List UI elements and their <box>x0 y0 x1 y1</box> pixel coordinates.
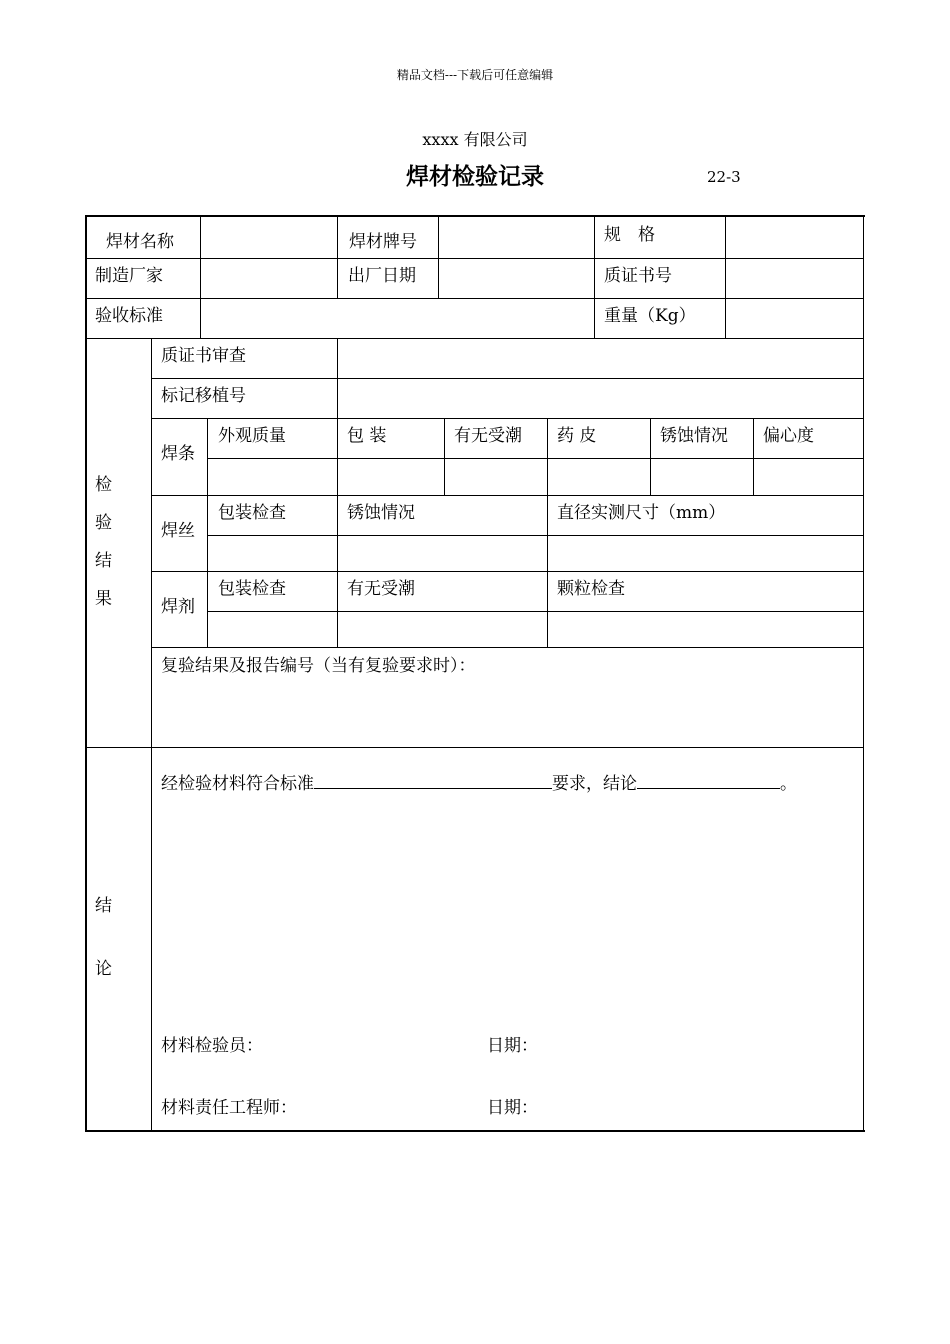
electrode-col: 外观质量 <box>218 426 286 446</box>
label-electrode: 焊条 <box>161 444 195 464</box>
flux-col: 包装检查 <box>218 579 286 599</box>
row-line <box>152 378 864 379</box>
row-line <box>207 611 864 612</box>
row-line <box>86 298 864 299</box>
statement-part-a: 经检验材料符合标准 <box>161 774 314 794</box>
row-line <box>207 535 864 536</box>
label-marker-transfer: 标记移植号 <box>161 386 246 406</box>
col-line <box>200 216 201 338</box>
electrode-col: 偏心度 <box>763 426 814 446</box>
col-line <box>725 216 726 338</box>
col-line <box>438 216 439 298</box>
company-name: xxxx 有限公司 <box>422 130 528 149</box>
col-line <box>753 418 754 495</box>
label-certificate-no: 质证书号 <box>604 266 672 286</box>
label-engineer-date: 日期： <box>487 1098 538 1118</box>
electrode-col: 药 皮 <box>557 426 597 446</box>
row-line <box>152 571 864 572</box>
col-line <box>594 216 595 338</box>
label-inspector-date: 日期： <box>487 1036 538 1056</box>
label-brand: 焊材牌号 <box>349 232 417 252</box>
col-line <box>207 418 208 648</box>
row-line <box>86 258 864 259</box>
flux-col: 有无受潮 <box>347 579 415 599</box>
label-cert-review: 质证书审查 <box>161 346 246 366</box>
border-right <box>863 215 864 1132</box>
side-char: 结 <box>95 896 112 916</box>
electrode-col: 包 装 <box>347 426 387 446</box>
statement-part-b: 要求，结论 <box>552 774 637 794</box>
label-weight: 重量（Kg） <box>604 306 696 326</box>
border-left <box>85 215 87 1132</box>
label-flux: 焊剂 <box>161 597 195 617</box>
col-line <box>337 216 338 298</box>
label-spec: 规 格 <box>604 225 655 245</box>
wire-col: 包装检查 <box>218 503 286 523</box>
label-acceptance-standard: 验收标准 <box>95 306 163 326</box>
side-char: 结 <box>95 551 112 571</box>
page-title: 焊材检验记录 <box>406 163 544 190</box>
electrode-col: 有无受潮 <box>454 426 522 446</box>
col-line <box>650 418 651 495</box>
electrode-col: 锈蚀情况 <box>660 426 728 446</box>
side-col-line <box>151 338 152 1132</box>
form-number: 22-3 <box>707 168 741 186</box>
standard-blank[interactable] <box>314 770 552 789</box>
border-bottom <box>85 1130 865 1132</box>
side-char: 检 <box>95 475 112 495</box>
row-line <box>86 338 864 339</box>
flux-col: 颗粒检查 <box>557 579 625 599</box>
conclusion-statement <box>161 769 797 794</box>
side-char: 验 <box>95 513 112 533</box>
col-line <box>337 418 338 648</box>
label-material-name: 焊材名称 <box>106 232 174 252</box>
side-char: 论 <box>95 959 112 979</box>
wire-col: 锈蚀情况 <box>347 503 415 523</box>
row-line <box>152 418 864 419</box>
col-line <box>337 338 338 418</box>
label-factory-date: 出厂日期 <box>348 266 416 286</box>
label-retest: 复验结果及报告编号（当有复验要求时）： <box>161 656 476 676</box>
label-inspector: 材料检验员： <box>161 1036 263 1056</box>
statement-part-c: 。 <box>780 774 797 794</box>
border-top <box>85 215 865 217</box>
row-line <box>152 647 864 648</box>
watermark: 精品文档---下载后可任意编辑 <box>396 68 554 82</box>
conclusion-blank[interactable] <box>637 770 780 789</box>
row-line <box>86 747 864 748</box>
row-line <box>152 495 864 496</box>
col-line <box>444 418 445 495</box>
label-manufacturer: 制造厂家 <box>95 266 163 286</box>
side-char: 果 <box>95 589 112 609</box>
label-wire: 焊丝 <box>161 521 195 541</box>
col-line <box>547 418 548 648</box>
row-line <box>207 458 864 459</box>
wire-col: 直径实测尺寸（mm） <box>557 503 726 523</box>
label-engineer: 材料责任工程师： <box>161 1098 297 1118</box>
